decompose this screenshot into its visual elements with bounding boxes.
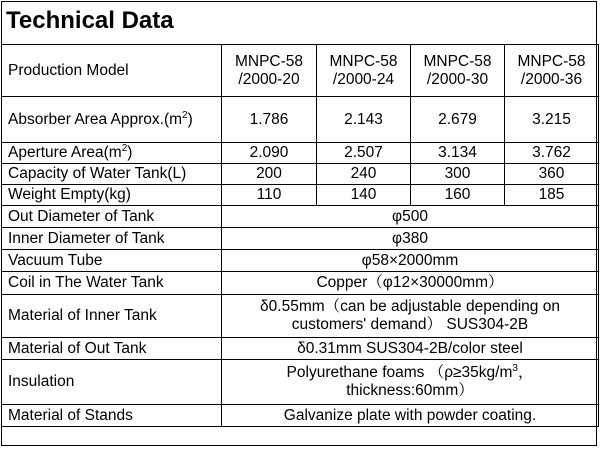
- table-cell: δ0.55mm（can be adjustable depending on customers' demand） SUS304-2B: [222, 295, 599, 338]
- table-row: [2, 228, 599, 250]
- table-cell: 240: [317, 164, 411, 185]
- table-cell: 300: [411, 164, 505, 185]
- table-cell: 2.143: [317, 97, 411, 143]
- table-cell: 3.134: [411, 143, 505, 164]
- coil-label: Coil in The Water Tank: [2, 272, 222, 295]
- table-cell: Galvanize plate with powder coating.: [222, 405, 599, 427]
- table-cell: 360: [505, 164, 599, 185]
- table-cell: φ380: [222, 228, 599, 250]
- table-row: [2, 405, 599, 427]
- table-cell: Copper（φ12×30000mm）: [222, 272, 599, 295]
- table-cell: 1.786: [222, 97, 317, 143]
- table-cell: 2.090: [222, 143, 317, 164]
- inner-diameter-label: Inner Diameter of Tank: [2, 228, 222, 250]
- table-row: [2, 97, 599, 143]
- table-row: [2, 206, 599, 228]
- weight-label: Weight Empty(kg): [2, 185, 222, 206]
- table-cell: φ58×2000mm: [222, 250, 599, 272]
- table-cell: φ500: [222, 206, 599, 228]
- table-cell: 185: [505, 185, 599, 206]
- inner-material-label: Material of Inner Tank: [2, 295, 222, 338]
- table-cell: 2.679: [411, 97, 505, 143]
- model-header: MNPC-58 /2000-24: [317, 45, 411, 97]
- table-row: [2, 360, 599, 405]
- model-header: MNPC-58 /2000-36: [505, 45, 599, 97]
- table-row: [2, 250, 599, 272]
- model-header: MNPC-58 /2000-20: [222, 45, 317, 97]
- table-cell: 200: [222, 164, 317, 185]
- table-cell: 110: [222, 185, 317, 206]
- table-cell: 3.762: [505, 143, 599, 164]
- table-row: [2, 143, 599, 164]
- table-cell: Polyurethane foams （$\rho\ge 35kg/m^3$， thickness:60mm）: [222, 360, 599, 405]
- table-cell: 140: [317, 185, 411, 206]
- table-row: [2, 164, 599, 185]
- stands-label: Material of Stands: [2, 405, 222, 427]
- out-material-label: Material of Out Tank: [2, 338, 222, 360]
- aperture-area-label: Aperture $Area(m^2)$: [2, 143, 222, 164]
- table-row: [2, 45, 599, 97]
- capacity-label: Capacity of Water Tank(L): [2, 164, 222, 185]
- table-cell: δ0.31mm SUS304-2B/color steel: [222, 338, 599, 360]
- model-header: MNPC-58 /2000-30: [411, 45, 505, 97]
- vacuum-tube-label: Vacuum Tube: [2, 250, 222, 272]
- page-title: Technical Data: [6, 7, 174, 34]
- table-cell: 2.507: [317, 143, 411, 164]
- production-model-label: Production Model: [2, 45, 222, 97]
- out-diameter-label: Out Diameter of Tank: [2, 206, 222, 228]
- technical-data-table: [1, 44, 599, 427]
- table-row: [2, 338, 599, 360]
- insulation-label: Insulation: [2, 360, 222, 405]
- table-row: [2, 185, 599, 206]
- absorber-area-label: Absorber Area $Approx.(m^2)$: [2, 97, 222, 143]
- table-cell: 3.215: [505, 97, 599, 143]
- table-row: [2, 272, 599, 295]
- table-row: [2, 295, 599, 338]
- table-cell: 160: [411, 185, 505, 206]
